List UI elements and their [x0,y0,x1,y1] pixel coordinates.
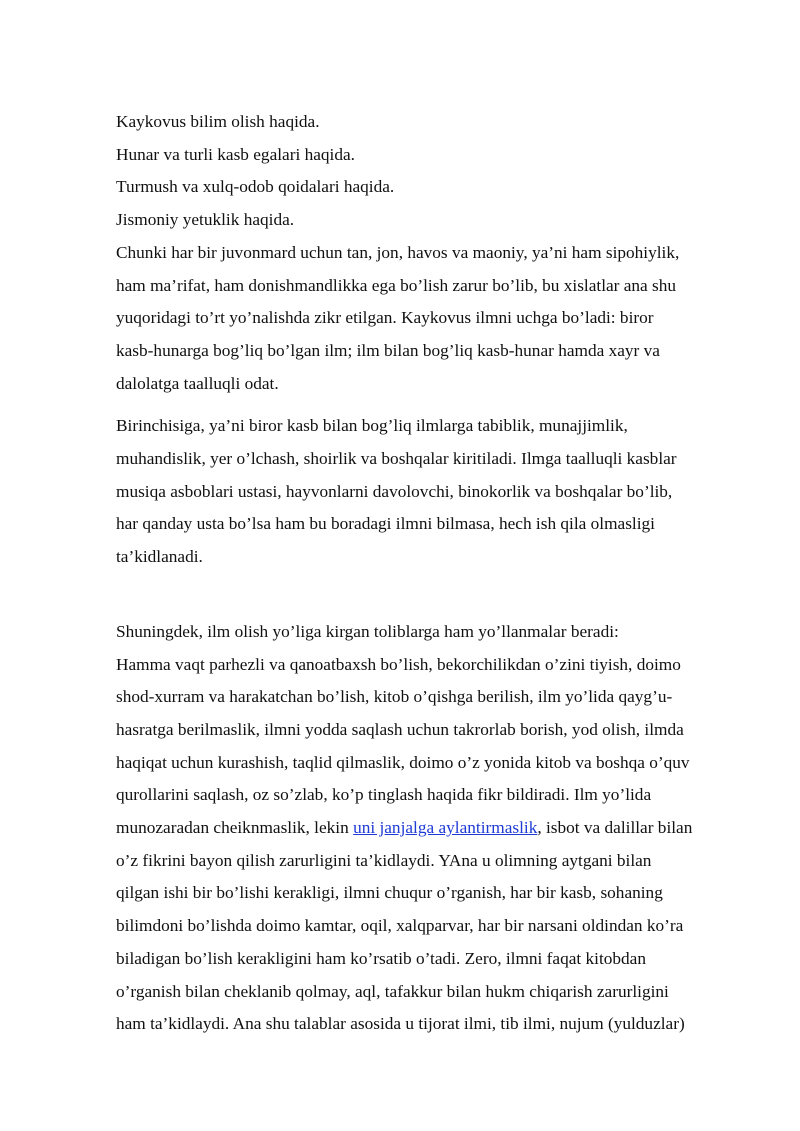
paragraph-line: haqiqat uchun kurashish, taqlid qilmaslik, doimo o’z yonida kitob va boshqa o’quv [116,752,690,772]
paragraph-line: bilimdoni bo’lishda doimo kamtar, oqil, xalqparvar, har bir narsani oldindan ko’ra [116,916,684,936]
link-line-after: , isbot va dalillar bilan [537,818,693,838]
paragraph-line: Hamma vaqt parhezli va qanoatbaxsh bo’lish, bekorchilikdan o’zini tiyish, doimo [116,654,681,674]
heading-line: Kaykovus bilim olish haqida. [116,112,320,131]
paragraph-line: har qanday usta bo’lsa ham bu boradagi ilmni bilmasa, hech ish qila olmasligi [116,514,655,534]
paragraph-line: Birinchisiga, ya’ni biror kasb bilan bog’liq ilmlarga tabiblik, munajjimlik, [116,416,628,436]
paragraph-line: Chunki har bir juvonmard uchun tan, jon, havos va maoniy, ya’ni ham sipohiylik, [116,242,680,262]
heading-line: Turmush va xulq-odob qoidalari haqida. [116,177,395,197]
paragraph-2 [116,410,756,574]
paragraph-line: Shuningdek, ilm olish yo’liga kirgan toliblarga ham yo’llanmalar beradi: [116,621,619,641]
paragraph-line: kasb-hunarga bog’liq bo’lgan ilm; ilm bilan bog’liq kasb-hunar hamda xayr va [116,340,660,360]
paragraph-line: yuqoridagi to’rt yo’nalishda zikr etilgan. Kaykovus ilmni uchga bo’ladi: biror [116,308,654,328]
paragraph-1 [116,237,756,401]
link-line-before: munozaradan cheiknmaslik, lekin [116,818,354,838]
paragraph-line: o’rganish bilan cheklanib qolmay, aql, tafakkur bilan hukm chiqarish zarurligini [116,981,669,1001]
paragraph-line: hasratga berilmaslik, ilmni yodda saqlash uchun takrorlab borish, yod olish, ilmda [116,719,684,739]
paragraph-line: biladigan bo’lish kerakligini ham ko’rsatib o’tadi. Zero, ilmni faqat kitobdan [116,948,646,968]
paragraph-line: musiqa asboblari ustasi, hayvonlarni davolovchi, binokorlik va boshqalar bo’lib, [116,481,673,501]
paragraph-line: qilgan ishi bir bo’lishi kerakligi, ilmni chuqur o’rganish, har bir kasb, sohaning [116,883,663,903]
paragraph-line: qurollarini saqlash, oz so’zlab, ko’p tinglash haqida fikr bildiradi. Ilm yo’lida [116,785,652,805]
document-body [116,106,756,1041]
inline-link[interactable]: uni janjalga aylantirmaslik [353,818,538,838]
heading-line: Hunar va turli kasb egalari haqida. [116,144,355,164]
paragraph-line: ham ta’kidlaydi. Ana shu talablar asosida u tijorat ilmi, tib ilmi, nujum (yulduzlar) [116,1014,685,1034]
paragraph-spacer [116,400,756,410]
heading-line: Jismoniy yetuklik haqida. [116,210,295,230]
heading-list [116,106,756,237]
paragraph-line: dalolatga taalluqli odat. [116,373,279,393]
paragraph-line-with-link [116,812,756,845]
paragraph-3 [116,616,756,1041]
paragraph-line: ta’kidlanadi. [116,547,203,567]
paragraph-line: shod-xurram va harakatchan bo’lish, kitob o’qishga berilish, ilm yo’lida qayg’u- [116,687,673,707]
paragraph-line: ham ma’rifat, ham donishmandlikka ega bo’lish zarur bo’lib, bu xislatlar ana shu [116,275,677,295]
paragraph-line: o’z fikrini bayon qilish zarurligini ta’kidlaydi. YAna u olimning aytgani bilan [116,850,652,870]
paragraph-spacer [116,574,756,616]
paragraph-line: muhandislik, yer o’lchash, shoirlik va boshqalar kiritiladi. Ilmga taalluqli kasblar [116,449,677,469]
